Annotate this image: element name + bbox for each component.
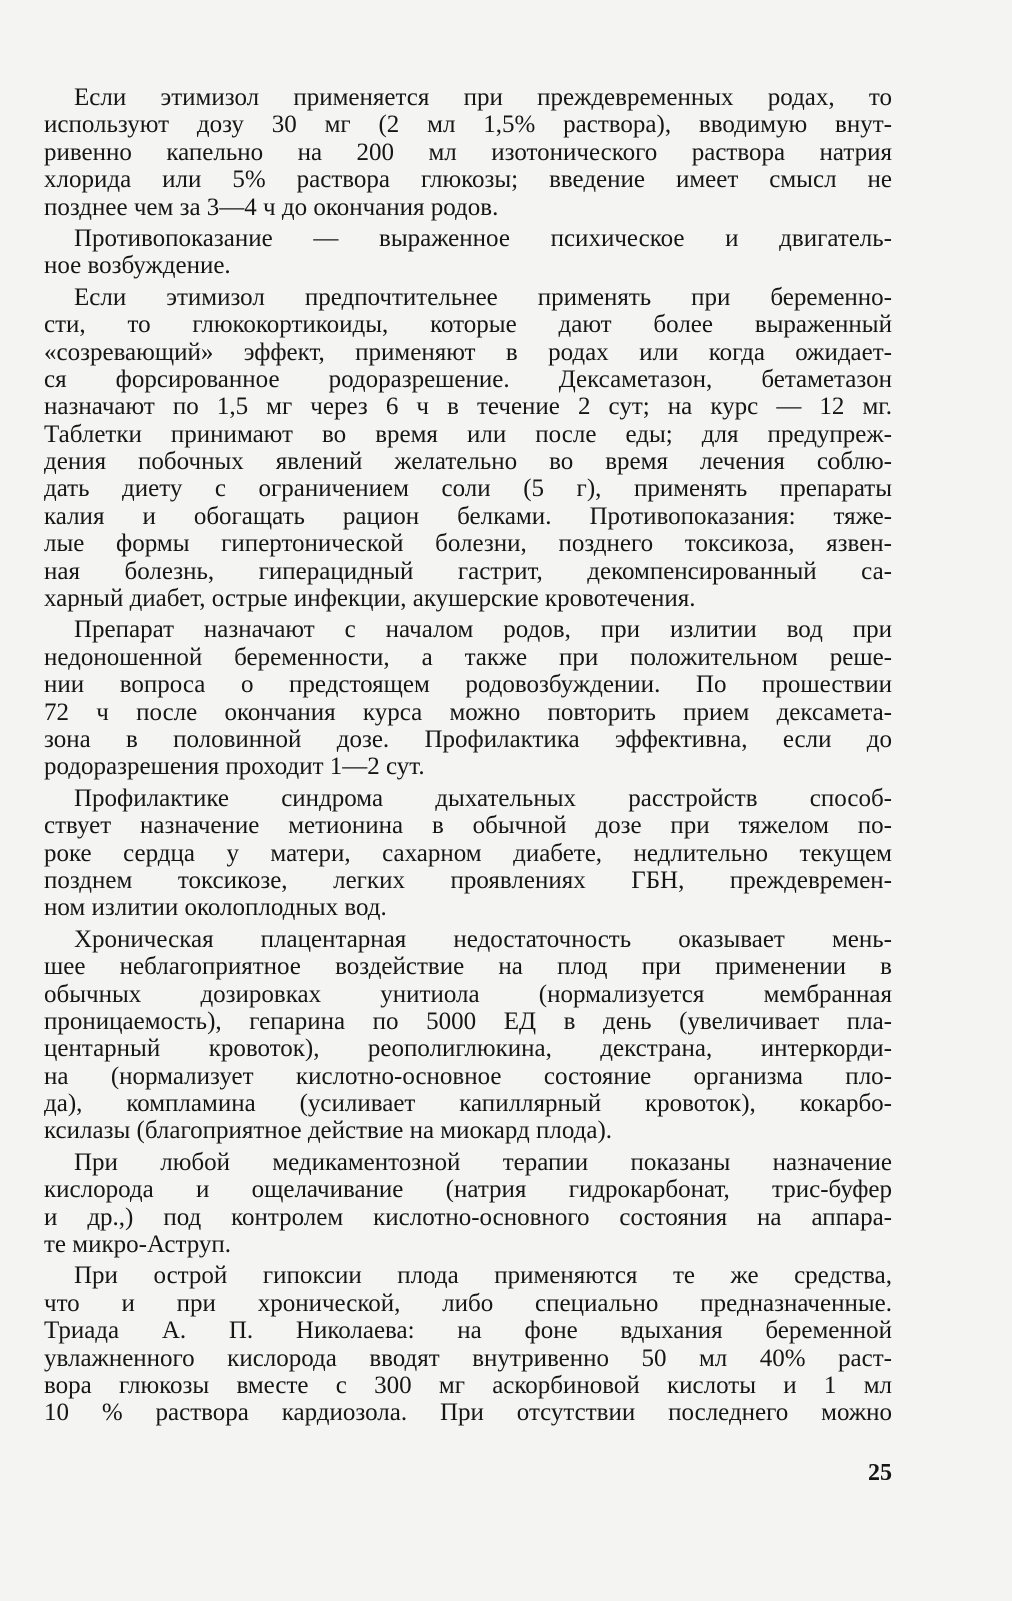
text-line: шее неблагоприятное воздействие на плод при применении в — [44, 953, 892, 981]
text-line: зона в половинной дозе. Профилактика эффективна, если до — [44, 725, 892, 753]
text-line: родоразрешения проходит 1—2 сут. — [44, 753, 425, 781]
text-line: Триада А. П. Николаева: на фоне вдыхания беременной — [44, 1317, 892, 1345]
paragraph — [44, 785, 892, 922]
paragraph — [44, 1262, 892, 1426]
text-line: дения побочных явлений желательно во время лечения соблю- — [44, 448, 892, 476]
paragraph — [44, 1149, 892, 1259]
text-line: центарный кровоток), реополиглюкина, декстрана, интеркорди- — [44, 1035, 892, 1063]
text-line: дать диету с ограничением соли (5 г), применять препараты — [44, 475, 892, 503]
text-line: Противопоказание — выраженное психическое и двигатель- — [74, 224, 892, 252]
text-line: что и при хронической, либо специально предназначенные. — [44, 1289, 892, 1317]
text-line: калия и обогащать рацион белками. Противопоказания: тяже- — [44, 502, 892, 530]
text-line: недоношенной беременности, а также при положительном реше- — [44, 643, 892, 671]
text-line: Если этимизол предпочтительнее применять при беременно- — [74, 283, 892, 311]
text-line: 72 ч после окончания курса можно повторить прием дексамета- — [44, 698, 892, 726]
text-line: ствует назначение метионина в обычной дозе при тяжелом по- — [44, 812, 892, 840]
text-line: При острой гипоксии плода применяются те же средства, — [74, 1262, 892, 1290]
text-line: да), компламина (усиливает капиллярный кровоток), кокарбо- — [44, 1090, 892, 1118]
paragraph — [44, 225, 892, 280]
paragraph — [44, 616, 892, 780]
text-line: позднем токсикозе, легких проявлениях ГБН, преждевремен- — [44, 866, 892, 894]
text-line: Препарат назначают с началом родов, при излитии вод при — [74, 616, 892, 644]
text-line: ся форсированное родоразрешение. Дексаметазон, бетаметазон — [44, 365, 892, 393]
text-line: При любой медикаментозной терапии показаны назначение — [74, 1148, 892, 1176]
text-line: роке сердца у матери, сахарном диабете, недлительно текущем — [44, 839, 892, 867]
text-line: и др.,) под контролем кислотно-основного состояния на аппара- — [44, 1203, 892, 1231]
text-line: харный диабет, острые инфекции, акушерские кровотечения. — [44, 585, 696, 613]
text-line: лые формы гипертонической болезни, позднего токсикоза, язвен- — [44, 530, 892, 558]
text-line: проницаемость), гепарина по 5000 ЕД в день (увеличивает пла- — [44, 1007, 892, 1035]
text-line: увлажненного кислорода вводят внутривенно 50 мл 40% раст- — [44, 1344, 892, 1372]
paragraph — [44, 84, 892, 221]
text-line: Если этимизол применяется при преждевременных родах, то — [74, 84, 892, 111]
text-line: нии вопроса о предстоящем родовозбуждении. По прошествии — [44, 671, 892, 699]
text-line: Таблетки принимают во время или после еды; для предупреж- — [44, 420, 892, 448]
text-line: сти, то глюкокортикоиды, которые дают более выраженный — [44, 311, 892, 339]
text-line: на (нормализует кислотно-основное состояние организма пло- — [44, 1062, 892, 1090]
page-number: 25 — [868, 1460, 892, 1486]
text-line: обычных дозировках унитиола (нормализуется мембранная — [44, 980, 892, 1008]
text-line: Хроническая плацентарная недостаточность оказывает мень- — [74, 925, 892, 953]
text-line: Профилактике синдрома дыхательных расстройств способ- — [74, 784, 892, 812]
text-line: «созревающий» эффект, применяют в родах или когда ожидает- — [44, 338, 892, 366]
text-line: 10 % раствора кардиозола. При отсутствии последнего можно — [44, 1399, 892, 1427]
text-line: ная болезнь, гиперацидный гастрит, декомпенсированный са- — [44, 557, 892, 585]
page-body — [44, 84, 892, 1431]
text-line: ном излитии околоплодных вод. — [44, 894, 387, 922]
text-line: ное возбуждение. — [44, 252, 231, 280]
paragraph — [44, 284, 892, 613]
text-line: позднее чем за 3—4 ч до окончания родов. — [44, 193, 499, 221]
text-line: ксилазы (благоприятное действие на миокард плода). — [44, 1117, 613, 1145]
text-line: кислорода и ощелачивание (натрия гидрокарбонат, трис-буфер — [44, 1176, 892, 1204]
paragraph — [44, 926, 892, 1145]
text-line: используют дозу 30 мг (2 мл 1,5% раствора), вводимую внут- — [44, 111, 892, 139]
text-line: назначают по 1,5 мг через 6 ч в течение 2 сут; на курс — 12 мг. — [44, 393, 892, 421]
text-line: те микро-Аструп. — [44, 1231, 231, 1259]
text-line: вора глюкозы вместе с 300 мг аскорбиновой кислоты и 1 мл — [44, 1371, 892, 1399]
text-line: ривенно капельно на 200 мл изотонического раствора натрия — [44, 138, 892, 166]
text-line: хлорида или 5% раствора глюкозы; введение имеет смысл не — [44, 166, 892, 194]
